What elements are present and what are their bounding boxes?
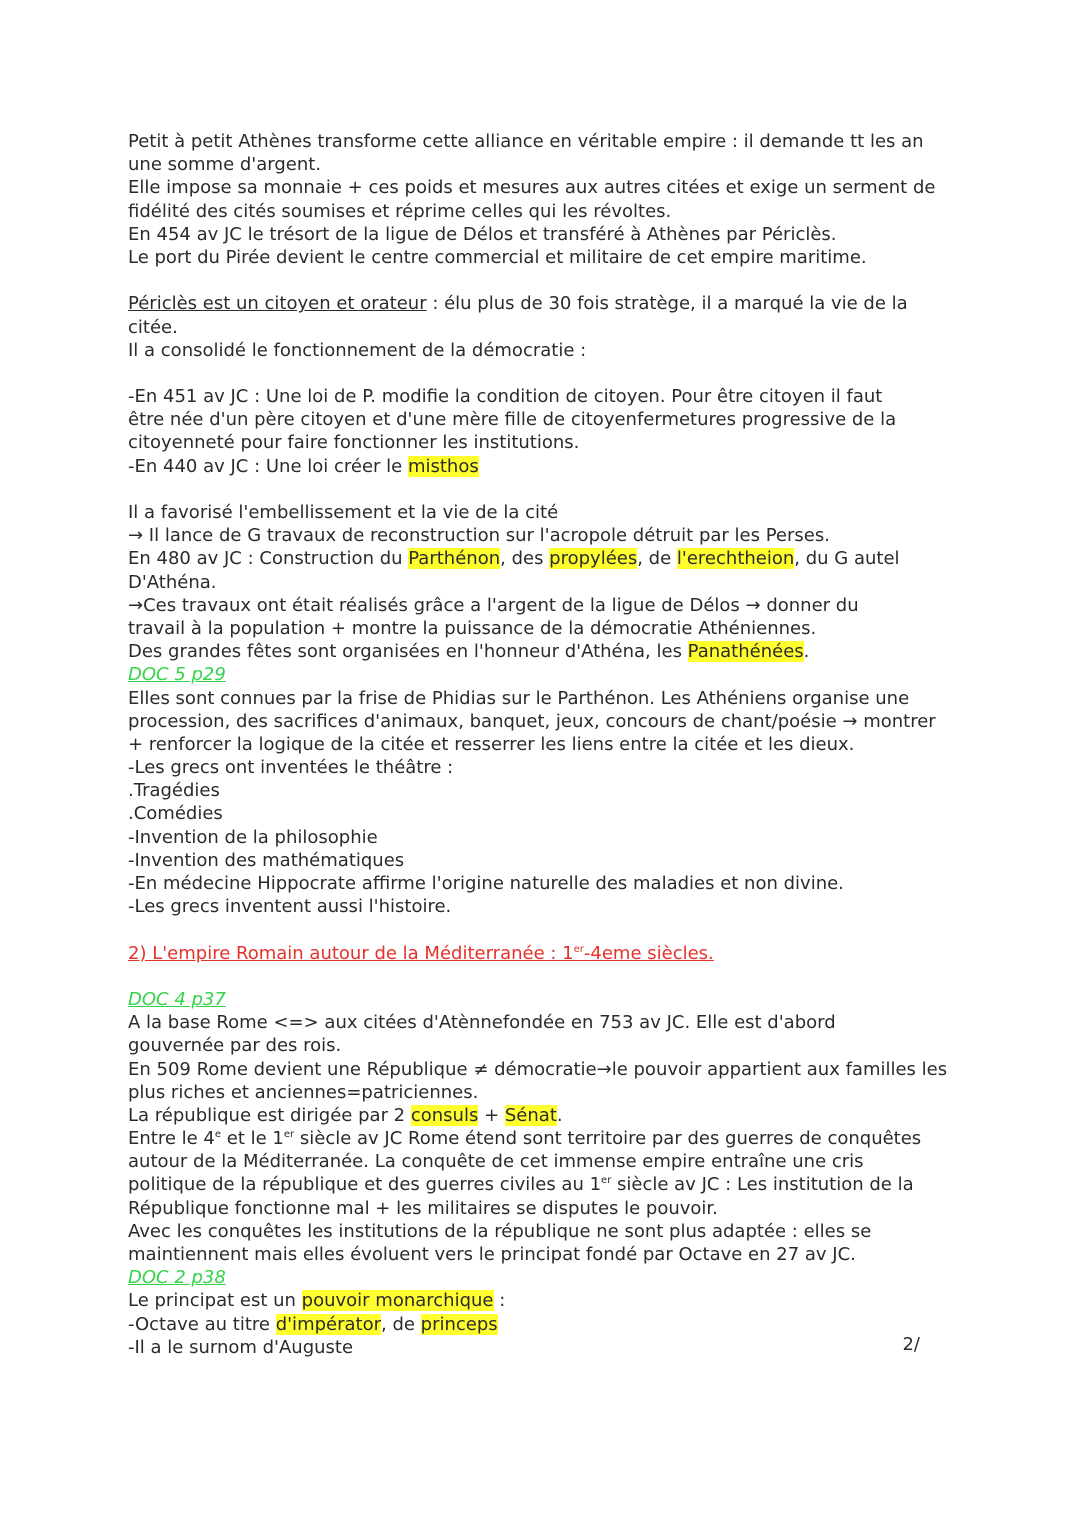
text-line: -Les grecs ont inventées le théâtre : (128, 757, 454, 779)
text-line: maintiennent mais elles évoluent vers le principat fondé par Octave en 27 av JC. (128, 1244, 856, 1265)
text-line: une somme d'argent. (128, 154, 322, 176)
doc-reference (128, 1266, 958, 1289)
text-span: siècle av JC : Les institution de la (611, 1174, 914, 1196)
superscript: er (573, 943, 584, 955)
highlighted-term: Parthénon (408, 548, 501, 570)
text-span: , de (637, 548, 677, 570)
text-span: . (803, 641, 810, 663)
text-line: fidélité des cités soumises et réprime celles qui les révoltes. (128, 200, 672, 222)
text-span: En 480 av JC : Construction du (128, 548, 409, 570)
text-line: Il a consolidé le fonctionnement de la démocratie : (128, 339, 587, 361)
text-span: : élu plus de 30 fois stratège, il a marqué la vie de la (426, 293, 908, 315)
text-line: A la base Rome <=> aux citées d'Atènnefondée en 753 av JC. Elle est d'abord (128, 1012, 836, 1034)
text-line (128, 455, 958, 478)
text-line: gouvernée par des rois. (128, 1035, 342, 1057)
text-span: politique de la république et des guerres civiles au 1 (128, 1174, 602, 1196)
doc-reference-label: DOC 4 p37 (128, 988, 226, 1010)
text-span: Des grandes fêtes sont organisées en l'honneur d'Athéna, les (128, 641, 688, 663)
text-span: Le principat est un (128, 1290, 302, 1312)
text-line: En 509 Rome devient une République ≠ démocratie→le pouvoir appartient aux familles les (128, 1058, 948, 1080)
doc-reference (128, 663, 958, 686)
text-line: Il a favorisé l'embellissement et la vie de la cité (128, 502, 559, 523)
list-item: .Comédies (128, 803, 223, 825)
text-line: plus riches et anciennes=patriciennes. (128, 1081, 479, 1103)
text-span: siècle av JC Rome étend sont territoire par des guerres de conquêtes (294, 1128, 922, 1150)
text-line: citoyenneté pour faire fonctionner les institutions. (128, 432, 580, 454)
text-span: , des (500, 548, 550, 570)
text-line (128, 1127, 958, 1150)
text-line (128, 1289, 958, 1312)
highlighted-term: pouvoir monarchique (301, 1290, 494, 1312)
text-span: 2) L'empire Romain autour de la Méditerranée : 1 (128, 942, 574, 964)
text-span: La république est dirigée par 2 (128, 1104, 411, 1126)
text-span: . (556, 1104, 563, 1126)
text-line: être née d'un père citoyen et d'une mère fille de citoyenfermetures progressive de la (128, 409, 897, 431)
text-span: Entre le 4 (128, 1128, 215, 1150)
section-title-text (128, 943, 714, 964)
list-item: -En médecine Hippocrate affirme l'origine naturelle des maladies et non divine. (128, 873, 844, 894)
text-line: procession, des sacrifices d'animaux, banquet, jeux, concours de chant/poésie → montrer (128, 710, 936, 732)
superscript: e (214, 1129, 222, 1141)
text-line (128, 292, 958, 315)
list-item: -Invention de la philosophie (128, 826, 378, 848)
page-number: 2/ (902, 1334, 920, 1355)
superscript: er (601, 1175, 612, 1187)
text-line: → Il lance de G travaux de reconstruction sur l'acropole détruit par les Perses. (128, 525, 830, 547)
text-line: + renforcer la logique de la citée et resserrer les liens entre la citée et les dieux. (128, 733, 855, 755)
text-line: autour de la Méditerranée. La conquête de cet immense empire entraîne une cris (128, 1151, 864, 1173)
text-span: , de (381, 1313, 421, 1335)
list-item: -Invention des mathématiques (128, 849, 405, 871)
text-line: Le port du Pirée devient le centre commercial et militaire de cet empire maritime. (128, 246, 867, 268)
text-line: Avec les conquêtes les institutions de la république ne sont plus adaptée : elles se (128, 1220, 872, 1242)
list-item: -Il a le surnom d'Auguste (128, 1336, 354, 1358)
highlighted-term: Sénat (504, 1104, 557, 1126)
text-span: -4eme siècles. (583, 942, 714, 964)
text-line: Elle impose sa monnaie + ces poids et mesures aux autres citées et exige un serment de (128, 177, 936, 199)
text-line: Elles sont connues par la frise de Phidias sur le Parthénon. Les Athéniens organise une (128, 687, 910, 709)
text-line: En 454 av JC le trésort de la ligue de Délos et transféré à Athènes par Périclès. (128, 223, 837, 245)
text-span: -En 440 av JC : Une loi créer le (128, 455, 408, 477)
highlighted-term: consuls (410, 1104, 479, 1126)
text-span: + (478, 1104, 505, 1126)
highlighted-term: d'impérator (275, 1313, 381, 1335)
text-line (128, 1104, 958, 1127)
text-span: -Octave au titre (128, 1313, 276, 1335)
text-line: République fonctionne mal + les militaires se disputes le pouvoir. (128, 1197, 718, 1219)
text-line: →Ces travaux ont était réalisés grâce a l'argent de la ligue de Délos → donner du (128, 594, 859, 616)
doc-reference-label: DOC 2 p38 (128, 1267, 226, 1289)
highlighted-term: l'erechtheion (676, 548, 795, 570)
superscript: er (283, 1129, 295, 1141)
doc-reference-label: DOC 5 p29 (128, 664, 226, 686)
text-line (128, 640, 958, 663)
highlighted-term: misthos (407, 455, 479, 477)
highlighted-term: princeps (420, 1313, 498, 1335)
list-item: .Tragédies (128, 780, 220, 802)
text-line: travail à la population + montre la puissance de la démocratie Athéniennes. (128, 617, 817, 639)
highlighted-term: Panathénées (687, 641, 804, 663)
text-line (128, 547, 958, 570)
page-body (128, 130, 958, 1359)
list-item (128, 1313, 958, 1336)
section-title (128, 942, 958, 965)
doc-reference (128, 988, 958, 1011)
text-line: Petit à petit Athènes transforme cette alliance en véritable empire : il demande tt les an (128, 131, 924, 152)
text-span: et le 1 (221, 1128, 284, 1150)
text-line: D'Athéna. (128, 571, 217, 593)
text-line (128, 1173, 958, 1196)
text-line: citée. (128, 316, 178, 338)
underlined-heading: Périclès est un citoyen et orateur (128, 293, 427, 315)
text-line: -En 451 av JC : Une loi de P. modifie la condition de citoyen. Pour être citoyen il faut (128, 386, 883, 408)
text-span: , du G autel (794, 548, 900, 570)
list-item: -Les grecs inventent aussi l'histoire. (128, 896, 452, 918)
highlighted-term: propylées (549, 548, 638, 570)
text-span: : (493, 1290, 506, 1312)
